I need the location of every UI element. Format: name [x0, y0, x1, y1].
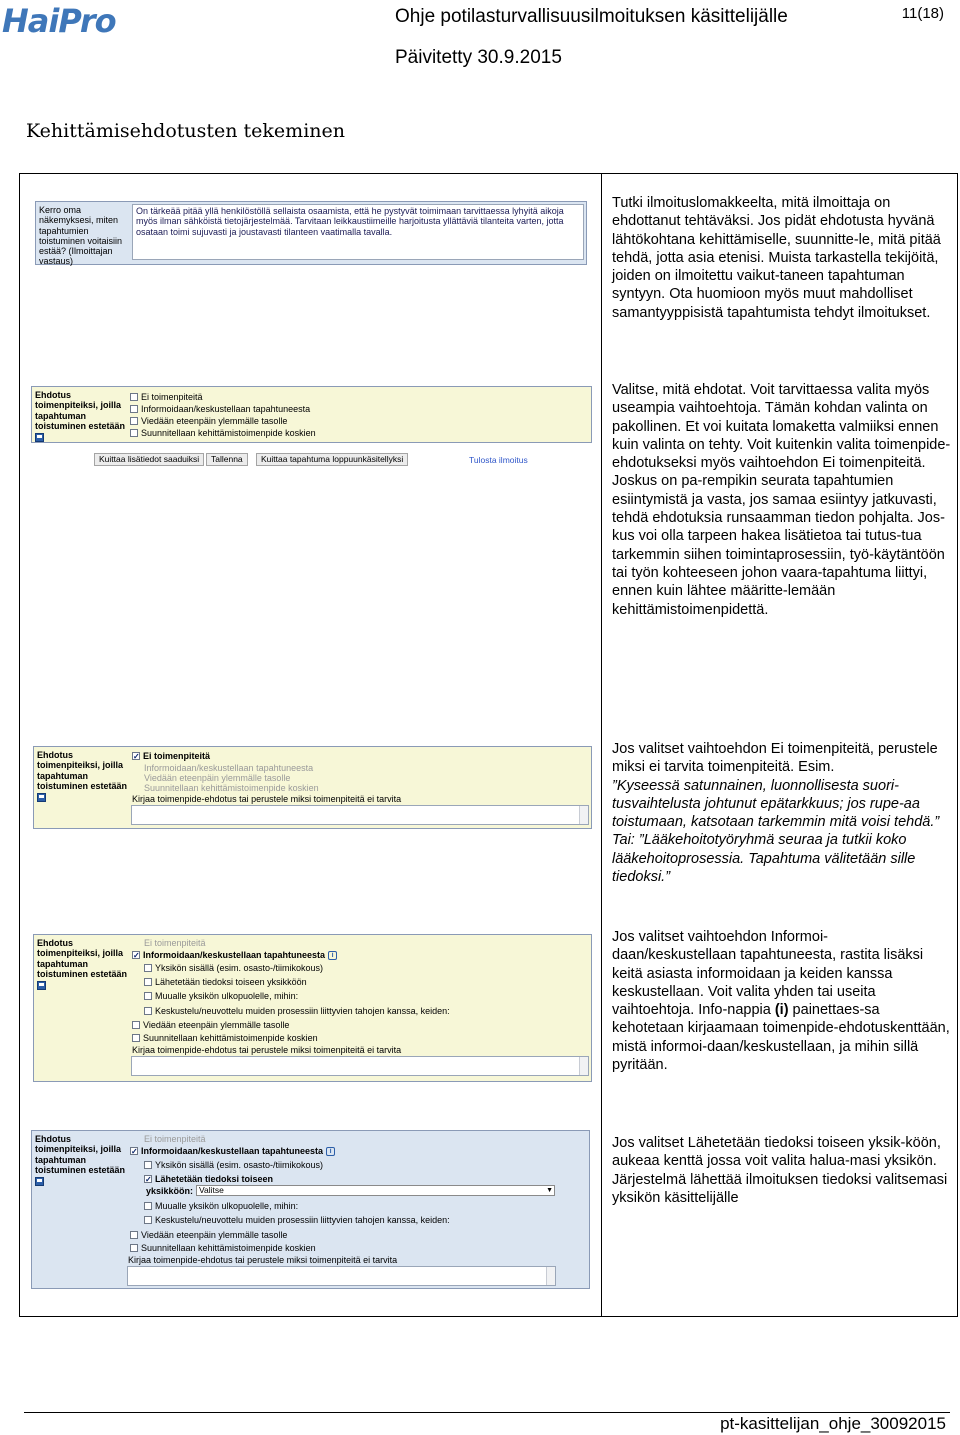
save-button[interactable]: Tallenna: [206, 453, 248, 466]
save-icon[interactable]: [37, 793, 46, 802]
option-viedaan-eteenpain[interactable]: Viedään eteenpäin ylemmälle tasolle: [130, 1230, 287, 1240]
document-title: Ohje potilasturvallisuusilmoituksen käsittelijälle: [395, 6, 788, 27]
textarea-label: Kirjaa toimenpide-ehdotus tai perustele miksi toimenpiteitä ei tarvita: [132, 1045, 402, 1055]
updated-date: Päivitetty 30.9.2015: [395, 47, 562, 68]
answer-text: On tärkeää pitää yllä henkilöstöllä sellaista osaamista, että he pystyvät toimimaan tarvittaessa lyhyitä aikoja myös ilman sähköistä tietojärjestelmää. Tarvitaan leikkaustiimeille harjoitusta yllättäviä tilanteita varten, jotta osataan toimi sujuvasti ja joustavasti tilanteen vaatimalla tavalla.: [132, 204, 584, 260]
option-keskustelu[interactable]: Keskustelu/neuvottelu muiden prosessiin liittyvien tahojen kanssa, keiden:: [144, 1215, 450, 1225]
footer-divider: [24, 1412, 950, 1413]
chevron-down-icon[interactable]: ▼: [546, 1187, 553, 1194]
option-muualle[interactable]: Muualle yksikön ulkopuolelle, mihin:: [144, 1201, 298, 1211]
example-text: ”Kyseessä satunnainen, luonnollisesta suori-tusvaihtelusta johtunut epätarkkuus; jos rupe-aa toistumaan, katsotaan tarkemmin mitä voisi tehdä.” Tai: ”Lääkehoitotyöryhmä seuraa ja tutkii koko lääkehoitoprosessia. Tapahtuma välitetään sille tiedoksi.”: [612, 777, 940, 886]
option-keskustelu[interactable]: Keskustelu/neuvottelu muiden prosessiin liittyvien tahojen kanssa, keiden:: [144, 1006, 450, 1016]
checked-checkbox-icon[interactable]: [132, 951, 140, 959]
checkbox-icon[interactable]: [130, 1231, 138, 1239]
checkbox-icon[interactable]: [144, 992, 152, 1000]
confirm-info-received-button[interactable]: Kuittaa lisätiedot saaduiksi: [94, 453, 204, 466]
screenshot-ei-toimenpiteita: [33, 746, 592, 829]
content-table: [19, 173, 958, 1317]
save-icon[interactable]: [37, 981, 46, 990]
option-suunnitellaan[interactable]: Suunnitellaan kehittämistoimenpide koskien: [130, 1243, 316, 1253]
unit-label: yksikköön:: [146, 1186, 194, 1196]
checked-checkbox-icon[interactable]: [144, 1175, 152, 1183]
option-informoidaan[interactable]: ✓ Informoidaan/keskustellaan tapahtuneesta i: [130, 1146, 335, 1156]
question-label: Ehdotus toimenpiteiksi, joilla tapahtuman toistuminen estetään: [37, 938, 129, 992]
option-informoidaan[interactable]: ✓ Informoidaan/keskustellaan tapahtuneesta i: [132, 950, 337, 960]
checkbox-icon[interactable]: [130, 429, 138, 437]
option-yksikon-sisalla[interactable]: Yksikön sisällä (esim. osasto-/tiimikokous): [144, 963, 323, 973]
checkbox-icon[interactable]: [144, 964, 152, 972]
column-divider: [601, 174, 602, 1316]
option-suunnitellaan[interactable]: Suunnitellaan kehittämistoimenpide koskien: [132, 1033, 318, 1043]
section-title: Kehittämisehdotusten tekeminen: [26, 120, 345, 142]
option-yksikon-sisalla[interactable]: Yksikön sisällä (esim. osasto-/tiimikokous): [144, 1160, 323, 1170]
screenshot-ehdotus-options: [31, 386, 592, 443]
screenshot-informoidaan: [33, 934, 592, 1082]
proposal-textarea[interactable]: [131, 805, 589, 825]
save-icon[interactable]: [35, 1177, 44, 1186]
question-label: Ehdotus toimenpiteiksi, joilla tapahtuman toistuminen estetään: [35, 390, 127, 444]
proposal-textarea[interactable]: [131, 1056, 589, 1076]
checkbox-icon[interactable]: [144, 1007, 152, 1015]
row-5-description: Jos valitset Lähetetään tiedoksi toiseen yksik-köön, aukeaa kenttä jossa voit valita halua-masi yksikön. Järjestelmä lähettää ilmoituksen tiedoksi valitsemasi yksikön käsittelijälle: [612, 1135, 948, 1206]
info-icon[interactable]: i: [326, 1147, 335, 1156]
option-ei-toimenpiteita[interactable]: ✓ Ei toimenpiteitä: [132, 751, 210, 761]
option-lahetetaan-tiedoksi[interactable]: Lähetetään tiedoksi toiseen yksikköön: [144, 977, 307, 987]
checkbox-icon[interactable]: [130, 393, 138, 401]
option-ei-toimenpiteita: Ei toimenpiteitä: [144, 938, 206, 948]
checkbox-icon[interactable]: [144, 1161, 152, 1169]
option-informoidaan: Informoidaan/keskustellaan tapahtuneesta: [144, 763, 314, 773]
scrollbar[interactable]: [579, 1057, 588, 1075]
checkbox-icon[interactable]: [132, 1021, 140, 1029]
unit-select[interactable]: Valitse ▼: [196, 1185, 555, 1196]
question-label: Ehdotus toimenpiteiksi, joilla tapahtuman toistuminen estetään: [35, 1134, 127, 1188]
checkbox-icon[interactable]: [144, 1216, 152, 1224]
option-suunnitellaan: Suunnitellaan kehittämistoimenpide koskien: [144, 783, 319, 793]
scrollbar[interactable]: [546, 1267, 555, 1285]
option-muualle[interactable]: Muualle yksikön ulkopuolelle, mihin:: [144, 991, 298, 1001]
option-informoidaan[interactable]: Informoidaan/keskustellaan tapahtuneesta: [130, 404, 310, 414]
checked-checkbox-icon[interactable]: [132, 752, 140, 760]
checkbox-icon[interactable]: [130, 417, 138, 425]
option-viedaan-eteenpain[interactable]: Viedään eteenpäin ylemmälle tasolle: [132, 1020, 289, 1030]
screenshot-ilmoittajan-vastaus: [35, 201, 587, 265]
row-2-description: Valitse, mitä ehdotat. Voit tarvittaessa valita myös useampia vaihtoehtoja. Tämän kohdan valinta on pakollinen. Et voi kuitata lomaketta valmiiksi ennen kuin valinta on tehty. Voit kuitenkin valita toimenpide-ehdotukseksi myös vaihtoehdon Ei toimenpiteitä. Joskus on pa-rempikin seurata tapahtumien esiintymistä ja vasta, jos samaa esiintyy jatkuvasti, tehdä ehdotuksia runsaamman tiedon pohjalta. Jos-kus voi olla tarpeen hakea lisätietoa tai tutus-tua tarkemmin siihen toimintaprosessiin, työ-käytäntöön tai työn kohteeseen johon vaara-tapahtuma liittyi, ennen kuin lähtee määritte-lemään kehittämistoimenpidettä.: [612, 382, 951, 618]
screenshot-lahetetaan-tiedoksi: [31, 1130, 590, 1289]
textarea-label: Kirjaa toimenpide-ehdotus tai perustele miksi toimenpiteitä ei tarvita: [128, 1255, 398, 1265]
row-4-description: Jos valitset vaihtoehdon Informoi-daan/keskustellaan tapahtuneesta, rastita lisäksi keitä asiasta informoidaan ja keiden kanssa keskustellaan. Voit valita yhden tai useita vaihtoehtoja. Info-nappia (i) painettaes-sa kehotetaan kirjaamaan toimenpide-ehdotuskenttään, mistä informoi-daan/keskustellaan, ja mihin sillä pyritään.: [612, 929, 950, 1074]
option-suunnitellaan[interactable]: Suunnitellaan kehittämistoimenpide koskien: [130, 428, 316, 438]
row-1-description: Tutki ilmoituslomakkeelta, mitä ilmoittaja on ehdottanut tehtäväksi. Jos pidät ehdotusta hyvänä lähtökohtana kehittämiselle, suunnitte-le, mitä pitää tehdä, jotta asia etenisi. Muista tarkastella tekijöitä, joiden on ilmoitettu vaikut-taneen tapahtuman syntyyn. Ota huomioon myös muut mahdolliset samantyyppisistä tapahtumista tehdyt ilmoitukset.: [612, 195, 941, 321]
option-ei-toimenpiteita[interactable]: Ei toimenpiteitä: [130, 392, 203, 402]
checkbox-icon[interactable]: [130, 1244, 138, 1252]
checked-checkbox-icon[interactable]: [130, 1147, 138, 1155]
mark-completed-button[interactable]: Kuittaa tapahtuma loppuunkäsitellyksi: [256, 453, 408, 466]
info-icon[interactable]: i: [328, 951, 337, 960]
question-label: Kerro oma näkemyksesi, miten tapahtumien toistuminen voitaisiin estää? (Ilmoittajan vastaus): [39, 205, 123, 267]
checkbox-icon[interactable]: [144, 1202, 152, 1210]
save-icon[interactable]: [35, 433, 44, 442]
page-number: 11(18): [901, 5, 944, 22]
textarea-label: Kirjaa toimenpide-ehdotus tai perustele miksi toimenpiteitä ei tarvita: [132, 794, 402, 804]
proposal-textarea[interactable]: [127, 1266, 556, 1286]
option-lahetetaan-tiedoksi[interactable]: ✓ Lähetetään tiedoksi toiseen: [144, 1174, 273, 1184]
option-viedaan-eteenpain[interactable]: Viedään eteenpäin ylemmälle tasolle: [130, 416, 287, 426]
question-label: Ehdotus toimenpiteiksi, joilla tapahtuman toistuminen estetään: [37, 750, 129, 804]
print-report-link[interactable]: Tulosta ilmoitus: [469, 455, 528, 465]
row-3-description: Jos valitset vaihtoehdon Ei toimenpiteitä, perustele miksi ei tarvita toimenpiteitä. Esim. ”Kyseessä satunnainen, luonnollisesta suori-tusvaihtelusta johtunut epätarkkuus; jos rupe-aa toistumaan, katsotaan tarkemmin mitä voisi tehdä.” Tai: ”Lääkehoitotyöryhmä seuraa ja tutkii koko lääkehoitoprosessia. Tapahtuma välitetään sille tiedoksi.”: [612, 741, 940, 886]
scrollbar[interactable]: [579, 806, 588, 824]
haipro-logo: HaiPro: [2, 2, 116, 40]
checkbox-icon[interactable]: [144, 978, 152, 986]
checkbox-icon[interactable]: [132, 1034, 140, 1042]
checkbox-icon[interactable]: [130, 405, 138, 413]
option-viedaan-eteenpain: Viedään eteenpäin ylemmälle tasolle: [144, 773, 291, 783]
footer-filename: pt-kasittelijan_ohje_30092015: [720, 1414, 946, 1433]
option-ei-toimenpiteita: Ei toimenpiteitä: [144, 1134, 206, 1144]
